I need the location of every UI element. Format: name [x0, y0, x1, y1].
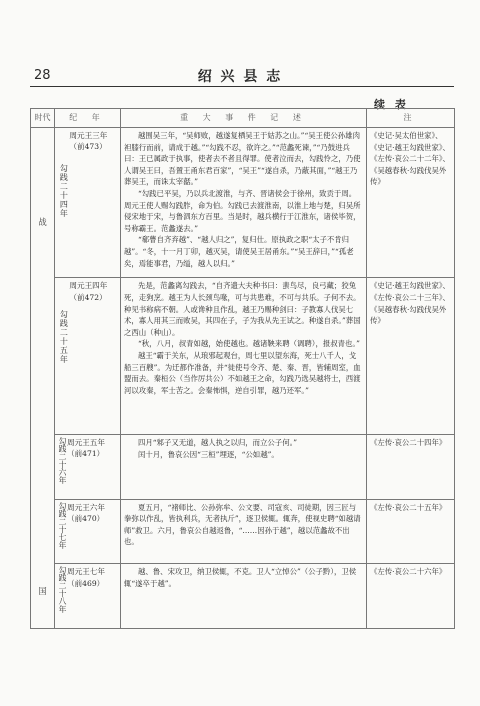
- table-row: [31, 564, 455, 629]
- event-paragraph: 越围吴三年，“吴师败，越遂复栖吴王于姑苏之山。”“吴王使公孙雄肉袒膝行而前，请成于越。”“勾践不忍，欲许之。”“范蠡死谏，”“乃鼓进兵曰：王已属政于执事，使者去不者且得罪。使者泣而去，勾践怜之，乃使人谓吴王曰，吾置王甬东君百家”，“吴王”“遂自杀，乃蔽其面，”“越王乃葬吴王，而诛太宰嚭。”: [124, 131, 361, 187]
- event-cell: [121, 434, 367, 499]
- event-paragraph: 越王“霸于关东，从琅邪起观台，周七里以望东海，死士八千人，戈船三百艘”。为迁都作准备，并“徙使号令齐、楚、秦、晋，皆辅周室，血盟而去。秦桓公（当作厉共公）不如越王之命，勾践乃选吴越将士，西渡河以攻秦，军士苦之。会秦怖惧，逆自引罪，越乃还军。”: [124, 350, 361, 395]
- header-reign: 纪 年: [55, 109, 121, 128]
- header-notes: 注: [367, 109, 455, 128]
- page-header: [0, 64, 480, 86]
- table-row: [31, 499, 455, 564]
- year-text: 周元王七年（前469）: [67, 567, 105, 588]
- reign-label: 勾践二十八年: [58, 566, 67, 614]
- reign-label: 勾践二十六年: [58, 436, 67, 484]
- page-number: 28: [34, 68, 51, 83]
- event-cell: [121, 128, 367, 278]
- event-paragraph: 先是，范蠡离勾践去，“自齐遗大夫种书曰：蜚鸟尽，良弓藏；狡兔死，走狗烹。越王为人长颈鸟喙，可与共患难，不可与共乐。子何不去。种见书称病不朝。人或谗种且作乱，越王乃赐种剑曰：子教寡人伐吴七术，寡人用其三而败吴，其四在子，子为我从先王试之。种遂自杀。”葬国之西山（种山）。: [124, 281, 361, 337]
- table-row: [31, 434, 455, 499]
- year-text: 周元王六年（前470）: [67, 502, 105, 523]
- reign-cell: [55, 434, 121, 499]
- event-paragraph: 越、鲁、宋攻卫，纳卫侯辄，不克。卫人“立悼公”（公子黔），卫侯辄“遂卒于越”。: [124, 567, 357, 588]
- event-paragraph: 四月“邾子又无道，越人执之以归，而立公子何。”: [138, 437, 298, 447]
- reign-label: 勾践二十七年: [58, 501, 67, 549]
- header-events: 重 大 事 件 记 述: [121, 109, 367, 128]
- note-cell: 《左传·哀公二十四年》: [367, 434, 455, 499]
- event-cell: [121, 499, 367, 564]
- note-cell: 《左传·哀公二十五年》: [367, 499, 455, 564]
- year-text: 周元王四年（前472）: [69, 281, 108, 302]
- reign-cell: [55, 564, 121, 629]
- reign-label: 勾践二十五年: [59, 310, 69, 365]
- table-row: [31, 278, 455, 435]
- reign-label: 勾践二十四年: [59, 164, 69, 218]
- event-cell: [121, 564, 367, 629]
- event-paragraph: 闰十月，鲁哀公因“三桓”埋逐，“公如越”。: [138, 449, 279, 459]
- page-title: 绍 兴 县 志: [197, 69, 283, 85]
- event-cell: [121, 278, 367, 435]
- note-cell: 《史记·吴太伯世家》、《史记·越王勾践世家》、《左传·哀公二十二年》、《吴越春秋·勾践伐吴外传》: [367, 128, 455, 278]
- year-text: 周元王五年（前471）: [67, 437, 105, 459]
- note-cell: 《左传·哀公二十六年》: [367, 564, 455, 629]
- era-label-bottom: 国: [38, 587, 47, 597]
- reign-cell: [55, 499, 121, 564]
- event-paragraph: “秋，八月，叔青如越，始使越也。越诸鞅来聘（调聘），报叔青也。”: [138, 339, 360, 349]
- era-cell: [31, 128, 55, 629]
- event-paragraph: “勾践已平吴，乃以兵北渡淮，与齐、晋诸侯会于徐州，致贡于周。周元王使人赐勾践胙，命为伯。勾践已去渡淮南，以淮上地与楚，归吴所侵宋地于宋，与鲁泗东方百里。当是时，越兵横行于江淮东，诸侯毕贺，号称霸王。范蠡遂去。”: [124, 188, 361, 233]
- chronicle-table: [30, 108, 455, 629]
- reign-cell: [55, 278, 121, 435]
- era-label-top: 战: [38, 218, 47, 228]
- year-text: 周元王三年（前473）: [69, 131, 108, 152]
- reign-cell: [55, 128, 121, 278]
- note-cell: 《史记·越王勾践世家》、《左传·哀公二十三年》、《吴越春秋·勾践伐吴外传》: [367, 278, 455, 435]
- table-header-row: [31, 109, 455, 128]
- event-paragraph: “郗瞢自齐弃越”、“越人归之”，复归仕。原执政之职“太子不肯归越”。“冬，十一月丁卯，越灭吴，请使吴王居甬东。”“吴王辞曰，”“孤老矣，焉能事君，乃缢，越人以归。”: [124, 235, 354, 268]
- event-paragraph: 夏五月，“褚师比、公孙弥牟、公文要、司寇亥、司徒期，因三匠与拳弥以作乱，皆执利兵，无者执斤”，逐卫侯辄。辄奔，使视史聘“如越请师”救卫。六月，鲁哀公自越返鲁，“……因孙于越”，越以范蠡故不出也。: [124, 502, 361, 547]
- table-row: [31, 128, 455, 278]
- header-rule: [30, 86, 454, 87]
- continued-label: 续 表: [374, 98, 409, 111]
- header-era: 时代: [31, 109, 55, 128]
